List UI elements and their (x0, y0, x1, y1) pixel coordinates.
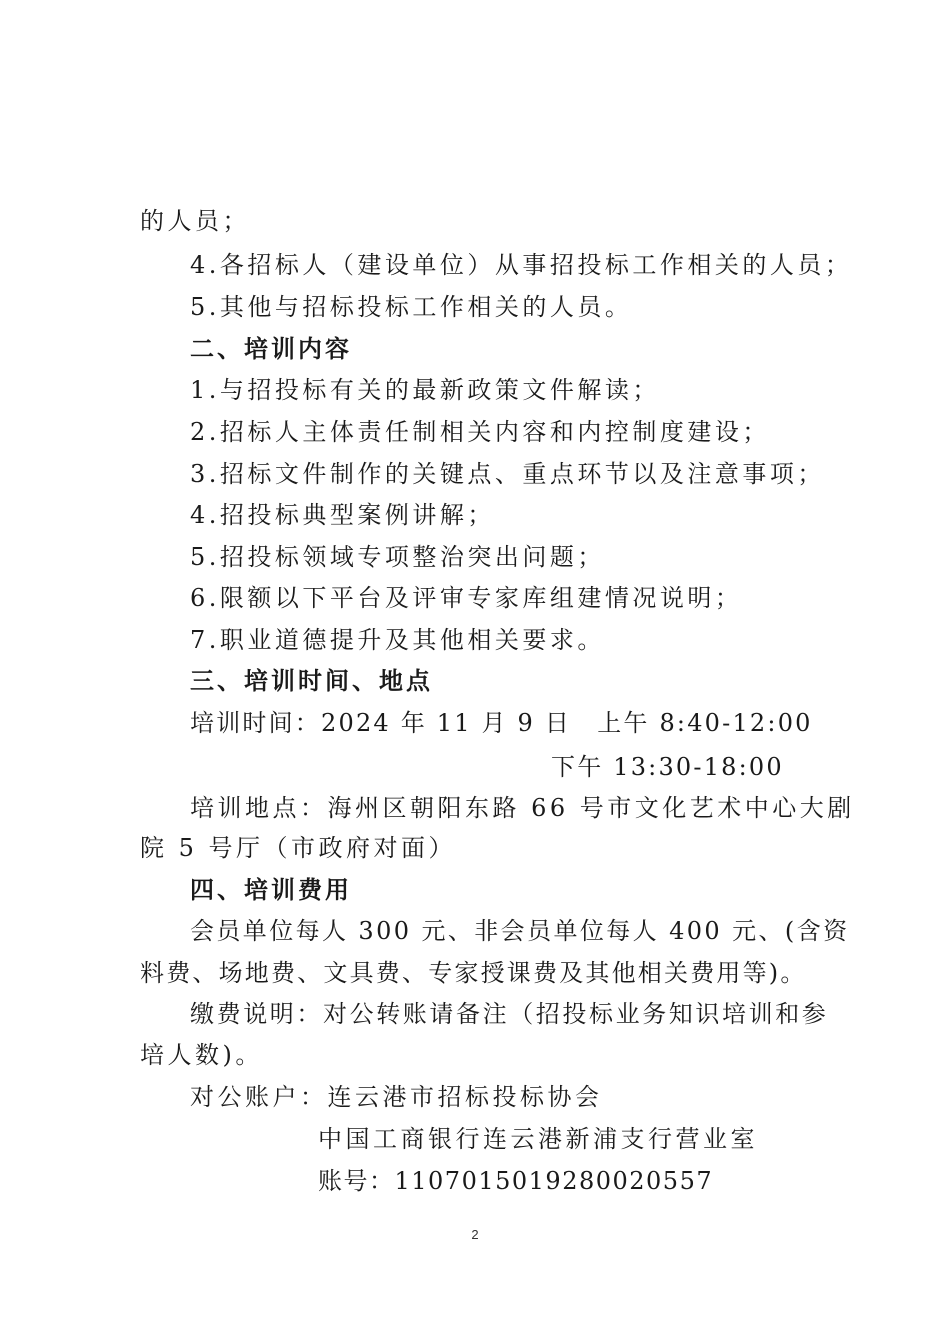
list-item-content-5: 5.招投标领域专项整治突出问题； (190, 543, 605, 571)
account-number: 账号：1107015019280020557 (318, 1167, 714, 1195)
training-location: 培训地点：海州区朝阳东路 66 号市文化艺术中心大剧 (190, 794, 855, 822)
list-item-content-6: 6.限额以下平台及评审专家库组建情况说明； (190, 584, 743, 612)
training-location-continued: 院 5 号厅（市政府对面） (140, 834, 457, 862)
list-item-content-4: 4.招投标典型案例讲解； (190, 501, 495, 529)
text-line-continuation: 的人员； (140, 207, 250, 235)
training-time-morning: 培训时间：2024 年 11 月 9 日 上午 8:40-12:00 (190, 709, 813, 737)
fee-amounts: 会员单位每人 300 元、非会员单位每人 400 元、(含资 (190, 917, 850, 945)
section-heading-fees: 四、培训费用 (190, 875, 352, 904)
account-name: 对公账户：连云港市招标投标协会 (190, 1083, 603, 1111)
payment-note: 缴费说明：对公转账请备注（招投标业务知识培训和参 (190, 1000, 829, 1028)
section-heading-time-place: 三、培训时间、地点 (190, 666, 433, 695)
account-bank: 中国工商银行连云港新浦支行营业室 (318, 1125, 758, 1153)
list-item-attendee-5: 5.其他与招标投标工作相关的人员。 (190, 293, 633, 321)
list-item-content-3: 3.招标文件制作的关键点、重点环节以及注意事项； (190, 460, 825, 488)
payment-note-continued: 培人数)。 (140, 1041, 263, 1069)
list-item-content-1: 1.与招投标有关的最新政策文件解读； (190, 376, 660, 404)
section-heading-training-content: 二、培训内容 (190, 334, 352, 363)
fee-amounts-continued: 料费、场地费、文具费、专家授课费及其他相关费用等)。 (140, 959, 807, 987)
training-time-afternoon: 下午 13:30-18:00 (551, 753, 784, 781)
page-number: 2 (471, 1227, 479, 1242)
list-item-content-2: 2.招标人主体责任制相关内容和内控制度建设； (190, 418, 770, 446)
list-item-content-7: 7.职业道德提升及其他相关要求。 (190, 626, 605, 654)
list-item-attendee-4: 4.各招标人（建设单位）从事招投标工作相关的人员； (190, 251, 853, 279)
